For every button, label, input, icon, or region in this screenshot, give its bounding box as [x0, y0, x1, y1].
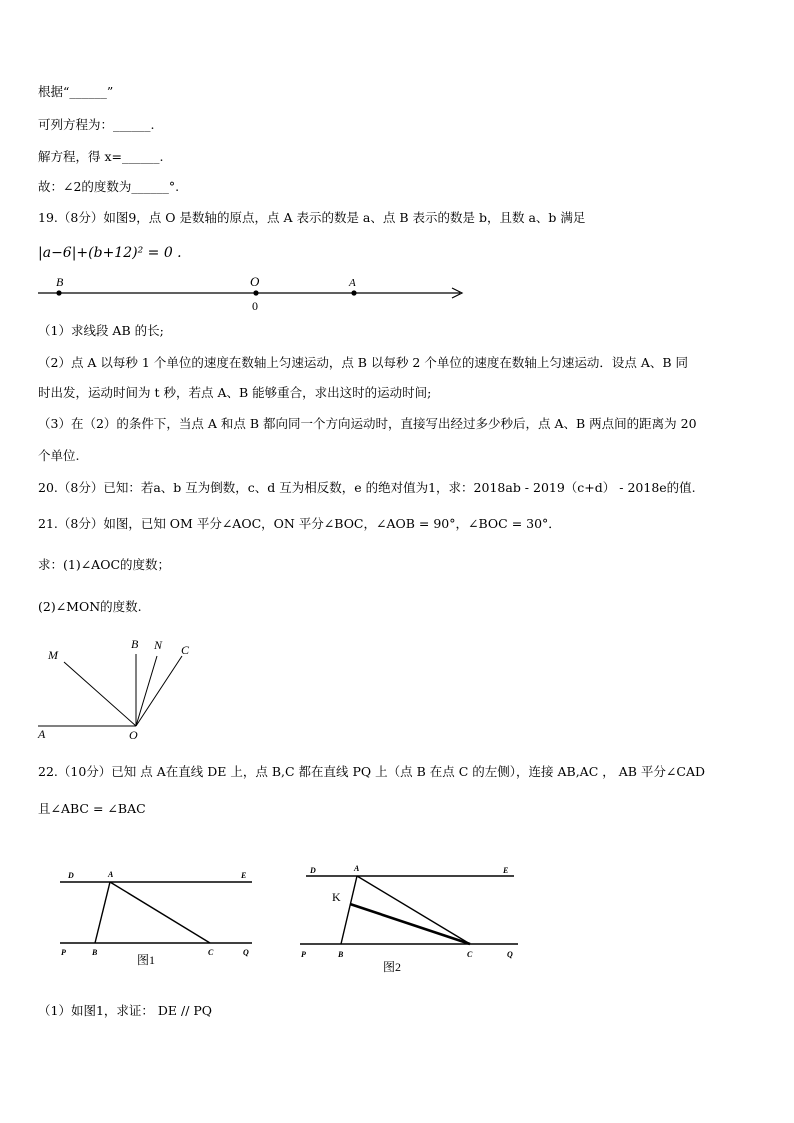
- fig1-segment-ab: [95, 882, 110, 943]
- q21-ask-2: (2)∠MON的度数.: [38, 599, 142, 614]
- q19-part-3-line-1: （3）在（2）的条件下，当点 A 和点 B 都向同一个方向运动时，直接写出经过多少秒后，点 A、B 两点间的距离为 20: [38, 416, 697, 431]
- q22-stem-line-1: 22.（10分）已知 点 A在直线 DE 上，点 B,C 都在直线 PQ 上（点 B 在点 C 的左侧），连接 AB,AC ， AB 平分∠CAD: [38, 764, 705, 779]
- fig2-label-e: E: [503, 866, 509, 875]
- fig2-label-b: B: [338, 950, 344, 959]
- intro-line-3: 解方程，得 x=______.: [38, 149, 164, 164]
- q21-stem: 21.（8分）如图，已知 OM 平分∠AOC，ON 平分∠BOC，∠AOB = 90°，∠BOC = 30°．: [38, 516, 561, 531]
- fig21-label-n: N: [154, 638, 163, 652]
- q19-part-3-line-2: 个单位.: [38, 448, 80, 463]
- fig1-label-d: D: [68, 871, 74, 880]
- fig2-segment-kc: [350, 904, 470, 944]
- intro-line-1: 根据“______”: [38, 84, 114, 99]
- ray-oc: [136, 656, 182, 726]
- fig2-caption: 图2: [383, 960, 402, 974]
- label-b: B: [56, 275, 64, 289]
- q19-number-line: [36, 272, 468, 314]
- label-o: O: [250, 274, 260, 289]
- q19-part-2-line-1: （2）点 A 以每秒 1 个单位的速度在数轴上匀速运动，点 B 以每秒 2 个单位的速度在数轴上匀速运动．设点 A、B 同: [38, 355, 689, 370]
- fig1-label-b: B: [92, 948, 98, 957]
- point-b-dot: [56, 290, 61, 295]
- q20-text: 20.（8分）已知：若a、b 互为倒数，c、d 互为相反数，e 的绝对值为1，求：2018ab - 2019（c+d） - 2018e的值.: [38, 480, 696, 495]
- fig1-label-p: P: [61, 948, 66, 957]
- fig21-label-m: M: [48, 648, 58, 662]
- q22-figure-1: [58, 865, 258, 970]
- intro-line-2: 可列方程为：______.: [38, 117, 155, 132]
- fig2-segment-ac: [357, 876, 470, 944]
- fig2-segment-ab: [341, 876, 357, 944]
- fig2-label-q: Q: [507, 950, 513, 959]
- fig2-label-c: C: [467, 950, 473, 959]
- q22-figure-2: [298, 858, 522, 976]
- fig2-label-k: K: [332, 890, 341, 904]
- q21-angle-figure: [36, 636, 206, 742]
- q19-stem: 19.（8分）如图9，点 O 是数轴的原点，点 A 表示的数是 a、点 B 表示的数是 b，且数 a、b 满足: [38, 210, 586, 225]
- label-a: A: [349, 277, 356, 289]
- q19-part-1: （1）求线段 AB 的长;: [38, 323, 164, 338]
- fig1-label-c: C: [208, 948, 214, 957]
- point-o-dot: [253, 290, 258, 295]
- fig21-label-c: C: [181, 643, 190, 657]
- intro-line-4: 故：∠2的度数为______°.: [38, 179, 180, 194]
- fig21-label-a: A: [38, 727, 46, 741]
- ray-om: [64, 662, 136, 726]
- fig1-label-e: E: [241, 871, 247, 880]
- point-a-dot: [351, 290, 356, 295]
- fig1-caption: 图1: [137, 953, 156, 967]
- fig2-label-a: A: [354, 864, 360, 873]
- q19-equation: |a−6|+(b+12)² = 0 .: [38, 245, 182, 261]
- fig2-label-p: P: [301, 950, 306, 959]
- q19-part-2-line-2: 时出发，运动时间为 t 秒，若点 A、B 能够重合，求出这时的运动时间;: [38, 385, 432, 400]
- fig21-label-b: B: [131, 637, 139, 651]
- fig1-segment-ac: [110, 882, 210, 943]
- q21-ask-1: 求：(1)∠AOC的度数；: [38, 557, 171, 572]
- ray-on: [136, 656, 157, 726]
- label-zero: 0: [252, 299, 258, 313]
- fig1-label-q: Q: [243, 948, 249, 957]
- fig2-label-d: D: [310, 866, 316, 875]
- q22-stem-line-2: 且∠ABC = ∠BAC: [38, 801, 146, 816]
- fig21-label-o: O: [129, 728, 138, 742]
- q22-part-1: （1）如图1，求证： DE // PQ: [38, 1003, 213, 1018]
- fig1-label-a: A: [108, 870, 114, 879]
